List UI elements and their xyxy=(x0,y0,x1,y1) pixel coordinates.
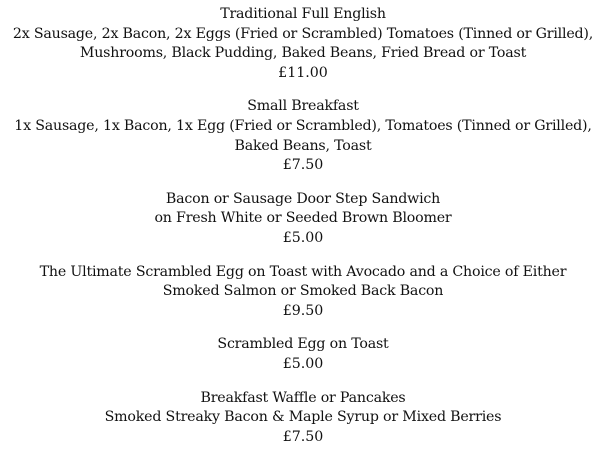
item-price: £7.50 xyxy=(282,157,324,174)
item-title: Traditional Full English xyxy=(220,6,386,22)
item-description-line: 2x Sausage, 2x Bacon, 2x Eggs (Fried or Scrambled) Tomatoes (Tinned or Grilled), xyxy=(12,25,594,42)
menu-item-small-breakfast xyxy=(0,97,606,175)
menu-item-scrambled-egg-on-toast xyxy=(0,335,606,374)
item-description-line: on Fresh White or Seeded Brown Bloomer xyxy=(154,210,452,227)
menu-item-full-english xyxy=(0,5,606,83)
item-description-line: 1x Sausage, 1x Bacon, 1x Egg (Fried or Scrambled), Tomatoes (Tinned or Grilled), xyxy=(14,117,592,134)
item-description-line: Smoked Salmon or Smoked Back Bacon xyxy=(162,283,444,300)
menu-item-ultimate-scrambled-egg xyxy=(0,263,606,322)
menu-item-waffle-or-pancakes xyxy=(0,389,606,448)
item-price: £7.50 xyxy=(282,428,324,445)
item-description-line: Baked Beans, Toast xyxy=(234,137,372,154)
item-price: £11.00 xyxy=(278,64,328,81)
item-title: Breakfast Waffle or Pancakes xyxy=(200,389,406,406)
item-title: The Ultimate Scrambled Egg on Toast with Avocado and a Choice of Either xyxy=(39,263,567,280)
menu-item-door-step-sandwich xyxy=(0,190,606,249)
item-description-line: Smoked Streaky Bacon & Maple Syrup or Mixed Berries xyxy=(104,409,502,426)
item-price: £5.00 xyxy=(282,355,324,372)
item-title: Bacon or Sausage Door Step Sandwich xyxy=(165,190,441,207)
item-description-line: Mushrooms, Black Pudding, Baked Beans, Fried Bread or Toast xyxy=(79,45,527,62)
item-title: Scrambled Egg on Toast xyxy=(217,336,389,353)
item-price: £9.50 xyxy=(282,302,324,319)
item-price: £5.00 xyxy=(282,229,324,246)
item-title: Small Breakfast xyxy=(247,98,359,115)
